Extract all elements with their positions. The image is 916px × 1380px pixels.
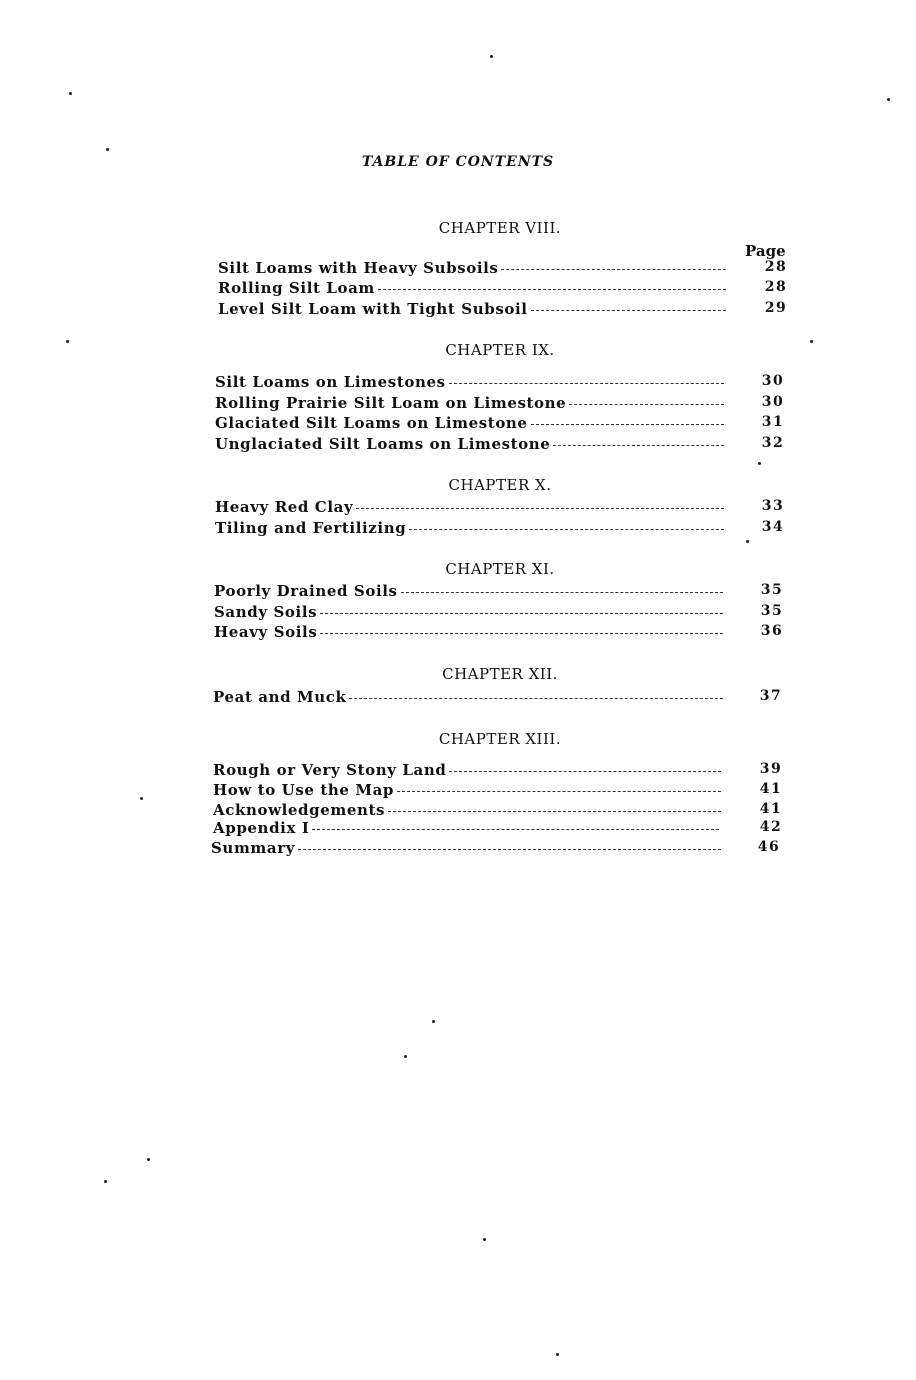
toc-entry[interactable] [214, 582, 784, 602]
dot-leader [531, 310, 726, 311]
toc-entry[interactable] [215, 519, 785, 539]
toc-entry[interactable] [218, 300, 788, 320]
toc-entry-page: 41 [759, 781, 783, 797]
dot-leader [298, 849, 721, 850]
page-column-label: Page [745, 242, 786, 260]
toc-entry[interactable] [213, 819, 783, 839]
toc-entry-page: 31 [761, 414, 785, 430]
scan-speck [490, 55, 493, 58]
dot-leader [320, 633, 723, 634]
toc-entry-label: Rolling Prairie Silt Loam on Limestone [215, 394, 567, 412]
toc-entry[interactable] [215, 373, 785, 393]
toc-entry-page: 46 [757, 839, 781, 855]
scan-speck [483, 1238, 486, 1241]
toc-entry-label: Silt Loams on Limestones [215, 373, 446, 391]
toc-entry-label: Poorly Drained Soils [214, 582, 398, 600]
toc-entry-label: Unglaciated Silt Loams on Limestone [215, 435, 551, 453]
toc-entry-label: Summary [211, 839, 296, 857]
chapter-heading: CHAPTER XI. [445, 560, 555, 578]
scan-speck [147, 1158, 150, 1161]
toc-entry[interactable] [211, 839, 781, 859]
toc-entry-label: Heavy Red Clay [215, 498, 354, 516]
toc-entry-page: 30 [761, 394, 785, 410]
chapter-heading: CHAPTER XII. [442, 665, 558, 683]
toc-entry-label: Tiling and Fertilizing [215, 519, 407, 537]
dot-leader [553, 445, 724, 446]
page-title: TABLE OF CONTENTS [361, 154, 555, 170]
toc-entry-page: 37 [759, 688, 783, 704]
scan-speck [746, 540, 749, 543]
scan-speck [432, 1020, 435, 1023]
dot-leader [449, 383, 724, 384]
toc-entry-label: How to Use the Map [213, 781, 394, 799]
toc-entry[interactable] [214, 603, 784, 623]
toc-entry[interactable] [218, 279, 788, 299]
scan-speck [106, 148, 109, 151]
toc-entry-page: 33 [761, 498, 785, 514]
toc-entry-page: 42 [759, 819, 783, 835]
toc-entry-page: 28 [764, 259, 788, 275]
scan-speck [887, 98, 890, 101]
toc-entry-label: Rolling Silt Loam [218, 279, 375, 297]
toc-entry-label: Heavy Soils [214, 623, 318, 641]
chapter-heading: CHAPTER VIII. [438, 219, 562, 237]
scan-speck [66, 340, 69, 343]
toc-entry-page: 36 [760, 623, 784, 639]
toc-entry-label: Sandy Soils [214, 603, 318, 621]
scan-speck [758, 462, 761, 465]
toc-entry[interactable] [215, 414, 785, 434]
dot-leader [449, 771, 721, 772]
toc-entry-label: Glaciated Silt Loams on Limestone [215, 414, 528, 432]
dot-leader [349, 698, 723, 699]
scan-speck [810, 340, 813, 343]
dot-leader [501, 269, 726, 270]
toc-entry[interactable] [213, 781, 783, 801]
dot-leader [531, 424, 724, 425]
toc-entry-page: 41 [759, 801, 783, 817]
toc-entry-label: Rough or Very Stony Land [213, 761, 447, 779]
toc-entry[interactable] [213, 801, 783, 821]
toc-entry[interactable] [214, 623, 784, 643]
dot-leader [388, 811, 721, 812]
dot-leader [312, 829, 719, 830]
toc-entry-page: 39 [759, 761, 783, 777]
toc-entry-label: Silt Loams with Heavy Subsoils [218, 259, 499, 277]
toc-entry-page: 35 [760, 582, 784, 598]
chapter-heading: CHAPTER X. [448, 476, 552, 494]
toc-entry-page: 28 [764, 279, 788, 295]
scan-speck [140, 797, 143, 800]
dot-leader [409, 529, 724, 530]
dot-leader [356, 508, 724, 509]
toc-entry-label: Acknowledgements [213, 801, 386, 819]
toc-entry[interactable] [215, 435, 785, 455]
chapter-heading: CHAPTER IX. [445, 341, 555, 359]
toc-entry-page: 29 [764, 300, 788, 316]
toc-entry[interactable] [215, 498, 785, 518]
dot-leader [320, 613, 723, 614]
dot-leader [569, 404, 724, 405]
toc-entry[interactable] [213, 688, 783, 708]
scan-speck [556, 1353, 559, 1356]
toc-entry-page: 35 [760, 603, 784, 619]
chapter-heading: CHAPTER XIII. [438, 730, 562, 748]
dot-leader [378, 289, 726, 290]
toc-entry-page: 34 [761, 519, 785, 535]
toc-entry[interactable] [213, 761, 783, 781]
toc-entry[interactable] [218, 259, 788, 279]
scan-speck [404, 1055, 407, 1058]
toc-entry-page: 32 [761, 435, 785, 451]
toc-entry-label: Appendix I [213, 819, 310, 837]
toc-entry-label: Peat and Muck [213, 688, 347, 706]
toc-entry-page: 30 [761, 373, 785, 389]
scan-speck [104, 1180, 107, 1183]
toc-entry[interactable] [215, 394, 785, 414]
dot-leader [397, 791, 721, 792]
dot-leader [401, 592, 723, 593]
toc-entry-label: Level Silt Loam with Tight Subsoil [218, 300, 528, 318]
scan-speck [69, 92, 72, 95]
